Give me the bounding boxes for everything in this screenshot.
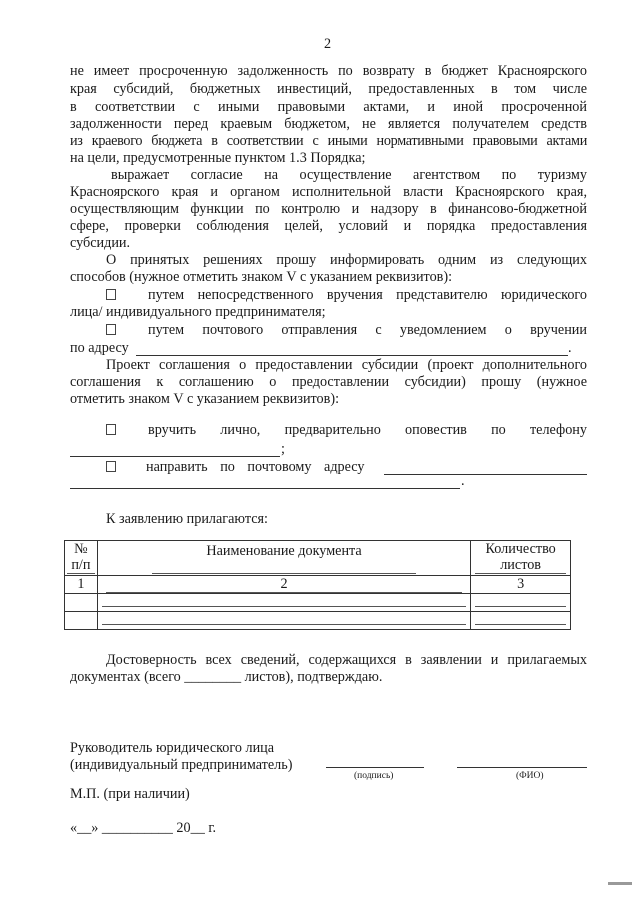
postal-address-end: . <box>461 473 465 489</box>
para3-line: способов (нужное отметить знаком V с указанием реквизитов): <box>70 269 453 285</box>
para4-line: отметить знаком V с указанием реквизитов): <box>70 391 340 407</box>
signatory-title-2: (индивидуальный предприниматель) <box>70 757 293 773</box>
para1-line: из краевого бюджета в соответствии с иными нормативными правовыми актами <box>70 133 587 149</box>
table-cell[interactable] <box>97 612 470 630</box>
checkbox-icon[interactable] <box>106 324 116 335</box>
stamp-note: М.П. (при наличии) <box>70 786 190 802</box>
para4-line: соглашения к соглашению о предоставлении субсидии) прошу (нужное <box>70 374 587 390</box>
column-number-3: 3 <box>471 576 571 594</box>
para4-line: Проект соглашения о предоставлении субсидии (проект дополнительного <box>106 357 587 373</box>
phone-field[interactable] <box>70 456 280 457</box>
header-sheet-count: Количество листов <box>471 541 571 576</box>
header-doc-name: Наименование документа <box>97 541 470 576</box>
table-row <box>65 576 571 594</box>
date-line[interactable]: «__» __________ 20__ г. <box>70 820 217 836</box>
para3-line: О принятых решениях прошу информировать одним из следующих <box>106 252 587 268</box>
checkbox-icon[interactable] <box>106 461 116 472</box>
option-personal-handover[interactable]: вручить лично, предварительно оповестив по телефону <box>106 422 587 439</box>
para2-line: субсидии. <box>70 235 131 251</box>
para1-line: не имеет просроченную задолженность по возврату в бюджет Красноярского <box>70 63 587 79</box>
postal-address-field-2[interactable] <box>70 488 460 489</box>
option-postal-delivery[interactable]: путем почтового отправления с уведомлением о вручении <box>106 322 587 339</box>
para1-line: задолженности перед краевым бюджетом, не является получателем средств <box>70 116 587 132</box>
header-num: № п/п <box>65 541 98 576</box>
table-row[interactable] <box>65 612 571 630</box>
option-personal-delivery[interactable]: путем непосредственного вручения представителю юридического <box>106 287 587 304</box>
attachments-heading: К заявлению прилагаются: <box>106 511 268 527</box>
address-field[interactable] <box>136 355 568 356</box>
confirmation-line: документах (всего ________ листов), подтверждаю. <box>70 669 383 685</box>
table-cell[interactable] <box>65 612 98 630</box>
phone-end: ; <box>281 441 285 457</box>
scan-artifact <box>608 882 632 885</box>
confirmation-line: Достоверность всех сведений, содержащихся в заявлении и прилагаемых <box>106 652 587 668</box>
option1-line2: лица/ индивидуального предпринимателя; <box>70 304 326 320</box>
table-cell[interactable] <box>471 612 571 630</box>
signatory-title: Руководитель юридического лица <box>70 740 275 756</box>
column-number-2: 2 <box>97 576 470 594</box>
fio-caption: (ФИО) <box>516 771 544 781</box>
page-number: 2 <box>324 36 332 52</box>
postal-address-field[interactable] <box>384 474 587 475</box>
column-number-1: 1 <box>65 576 98 594</box>
table-header-row <box>65 541 571 576</box>
address-label: по адресу <box>70 340 129 356</box>
para1-line: края субсидий, бюджетных инвестиций, предоставленных в том числе <box>70 81 587 97</box>
option-postal-address[interactable]: направить по почтовому адресу <box>106 459 365 476</box>
table-cell[interactable] <box>65 594 98 612</box>
para1-line: в соответствии с иными правовыми актами, и иной просроченной <box>70 99 587 115</box>
checkbox-icon[interactable] <box>106 289 116 300</box>
para1-line: на цели, предусмотренные пунктом 1.3 Порядка; <box>70 150 366 166</box>
signature-caption: (подпись) <box>354 771 394 781</box>
para2-line: выражает согласие на осуществление агентством по туризму <box>111 167 587 183</box>
table-cell[interactable] <box>471 594 571 612</box>
para2-line: сфере, проверки соблюдения целей, условий и порядка предоставления <box>70 218 587 234</box>
attachments-table <box>64 540 571 630</box>
table-row[interactable] <box>65 594 571 612</box>
address-end: . <box>568 340 572 356</box>
para2-line: осуществляющим функции по контролю и надзору в финансово-бюджетной <box>70 201 587 217</box>
para2-line: Красноярского края и органом исполнительной власти Красноярского края, <box>70 184 587 200</box>
table-cell[interactable] <box>97 594 470 612</box>
checkbox-icon[interactable] <box>106 424 116 435</box>
